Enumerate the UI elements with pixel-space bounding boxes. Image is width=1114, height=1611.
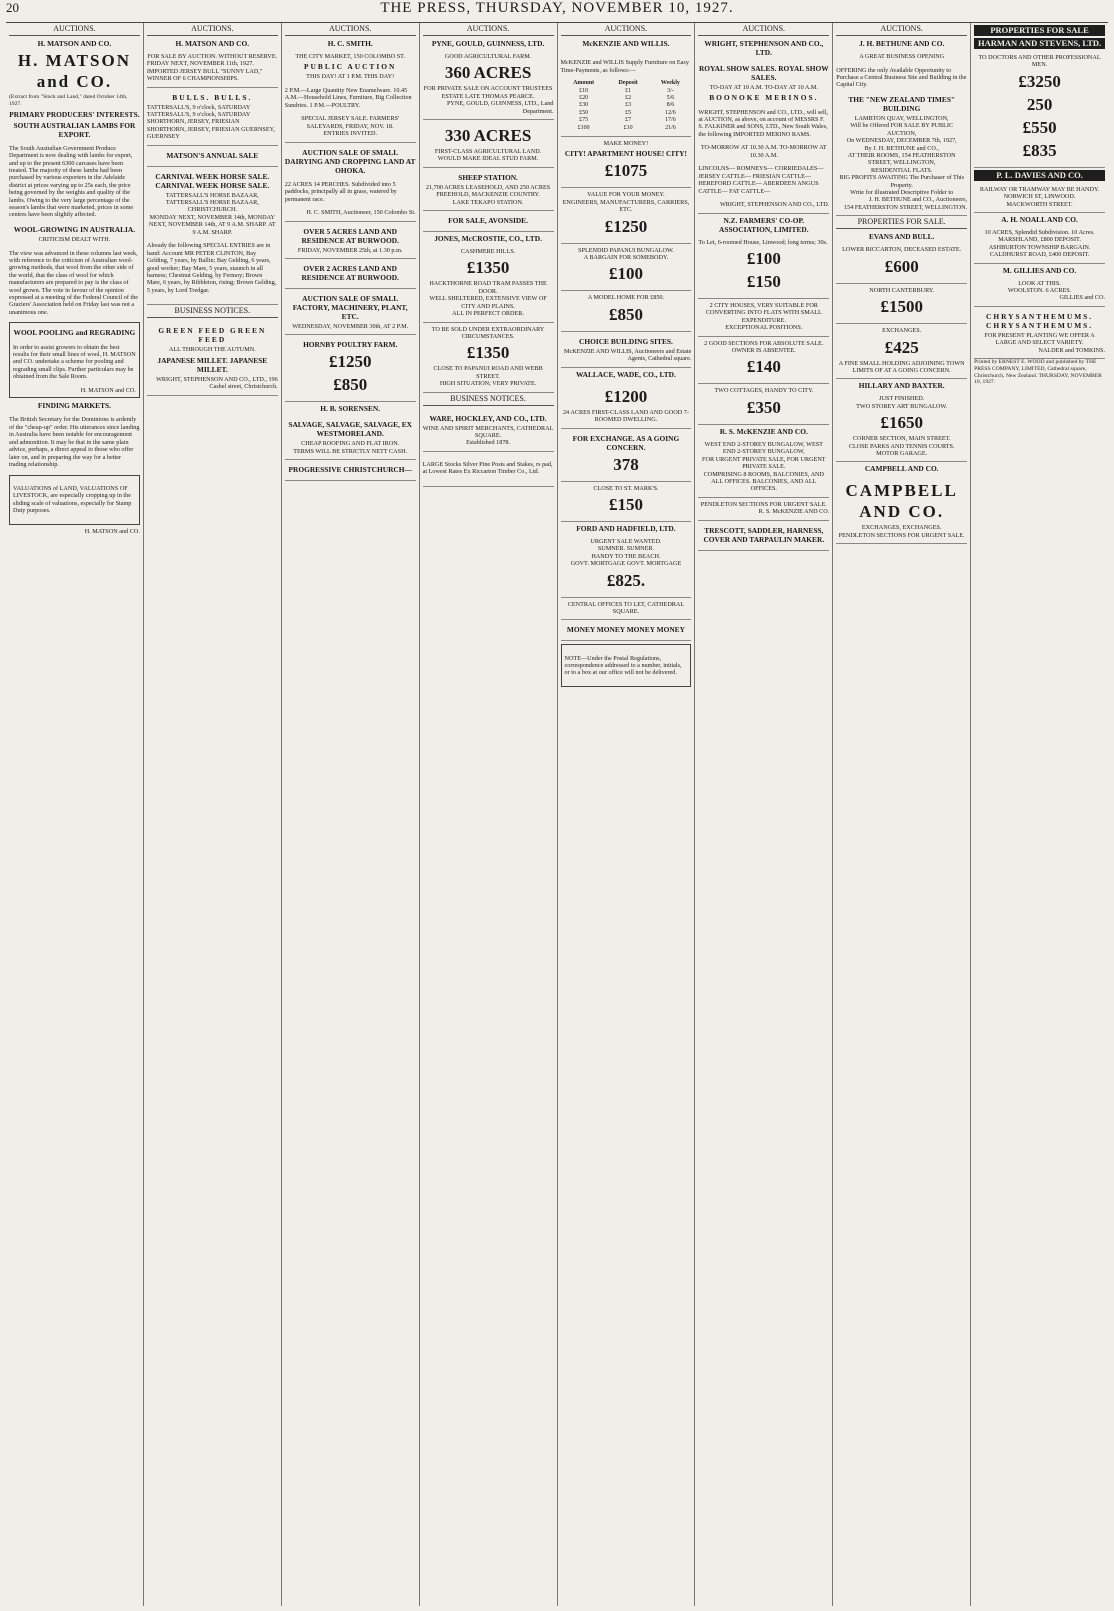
columns <box>6 23 1108 1606</box>
ad-heading: FOR SALE, AVONSIDE. <box>448 216 528 226</box>
ad-heading: PENDLETON SECTIONS FOR URGENT SALE. <box>838 531 965 539</box>
box-body: In order to assist growers to obtain the best results for their small lines of wool, H. MATSON and CO. undertake a scheme for pooling and regrading small clips. Further particulars may be obtained from the Sale Room. <box>13 343 136 381</box>
column-heading: AUCTIONS. <box>9 23 140 36</box>
ad-text: LARGE Stocks Silver Pine Posts and Stakes, rs pad, at Lowest Rates Ex Riccarton Timber Co., Ltd. <box>422 460 553 476</box>
ad-heading: CHOICE BUILDING SITES. <box>579 336 673 346</box>
column-heading: AUCTIONS. <box>561 23 692 36</box>
ad-heading: A GREAT BUSINESS OPENING <box>859 53 945 60</box>
ad-text: WOULD MAKE IDEAL STUD FARM. <box>437 155 539 163</box>
advertisement <box>147 50 278 88</box>
ad-text: 21,700 ACRES LEASEHOLD, AND 250 ACRES FREEHOLD, MACKENZIE COUNTRY. <box>425 183 551 199</box>
column-5 <box>558 23 696 1606</box>
advertisement <box>147 146 278 167</box>
ad-text: TERMS WILL BE STRICTLY NETT CASH. <box>293 447 408 455</box>
advertisement <box>836 243 967 283</box>
column-heading: AUCTIONS. <box>836 23 967 36</box>
ad-text: HACKTHORNE ROAD TRAM PASSES THE DOOR. <box>429 280 547 295</box>
firm-banner: CAMPBELL AND CO. <box>845 481 958 522</box>
column-3 <box>282 23 420 1606</box>
ad-text: ENGINEERS, MANUFACTURERS, CARRIERS, ETC. <box>562 198 690 214</box>
ad-heading: GOOD AGRICULTURAL FARM. <box>444 53 532 60</box>
firm-name: N.Z. FARMERS' CO-OP. ASSOCIATION, LIMITED. <box>719 215 809 234</box>
acreage: 360 ACRES <box>444 63 532 83</box>
advertisement <box>836 324 967 379</box>
article-body: The British Secretary for the Dominions is ardently of the "cheap-up" order. His utterances since landing in Australia have been notable for encouragement and admonition. It may be that in the same plain advice, perhaps, a direct appeal to those who offer later on, and in preparing the way for a better trading relationship. <box>9 416 140 468</box>
advertisement <box>423 245 554 322</box>
ad-text: LINCOLNS— ROMNEYS— CORRIEDALES— JERSEY CATTLE— FRIESIAN CATTLE— HEREFORD CATTLE— ABERDEEN ANGUS CATTLE— FAT CATTLE— <box>698 165 824 195</box>
ad-text: ALL IN PERFECT ORDER. <box>452 310 524 318</box>
table-row: £100 £10 21/6 <box>577 124 676 131</box>
firm-banner: H. MATSON and CO. <box>17 51 131 91</box>
ad-date: FRIDAY, NOVEMBER 25th, at 1.30 p.m. <box>297 246 403 254</box>
ad-text: CORNER SECTION, MAIN STREET. <box>852 435 951 443</box>
advertisement <box>974 183 1105 213</box>
ad-heading: EXCHANGES, EXCHANGES. <box>861 524 942 532</box>
ad-text: HANDY TO THE BEACH. <box>591 552 661 560</box>
price: £550 <box>1022 117 1057 137</box>
ad-heading: GREEN FEED GREEN FEED <box>158 326 267 345</box>
advertisement <box>561 620 692 641</box>
ad-text: Established 1878. <box>466 439 511 447</box>
ad-heading: 10 ACRES, Splendid Subdivision. 10 Acres. <box>984 229 1095 237</box>
advertisement <box>285 335 416 402</box>
price: £1200 <box>604 386 648 406</box>
ad-heading: PROGRESSIVE CHRISTCHURCH— <box>288 465 412 475</box>
ad-heading: HORNBY POULTRY FARM. <box>303 340 398 350</box>
firm-name: P. L. DAVIES AND CO. <box>974 170 1105 181</box>
ad-text: A BARGAIN FOR SOMEBODY. <box>583 254 669 262</box>
table-row: £50 £5 12/6 <box>579 109 676 116</box>
price: £140 <box>746 357 781 377</box>
column-4 <box>420 23 558 1606</box>
advertisement <box>285 415 416 460</box>
postal-note <box>561 644 692 687</box>
price: £1650 <box>880 413 923 433</box>
firm-name: McKENZIE AND WILLIS. <box>582 39 670 48</box>
ad-date: TO-MORROW AT 10.30 A.M. TO-MORROW AT 10.30 A.M. <box>700 144 827 159</box>
ad-heading: SPLENDID PAPANUI BUNGALOW. <box>578 246 674 254</box>
column-heading: AUCTIONS. <box>147 23 278 36</box>
section-heading: PROPERTIES FOR SALE. <box>836 216 967 229</box>
ad-heading: CASHMERE HILLS. <box>460 248 516 256</box>
ad-heading: TO DOCTORS AND OTHER PROFESSIONAL MEN. <box>978 54 1101 69</box>
firm-name: HILLARY AND BAXTER. <box>858 381 945 391</box>
advertisement <box>423 50 554 120</box>
ad-signoff: PYNE, GOULD, GUINNESS, LTD., Land Department. <box>446 100 554 115</box>
advertisement <box>423 452 554 487</box>
ad-date: On WEDNESDAY, DECEMBER 7th, 1927, <box>846 137 957 145</box>
price: £850 <box>333 375 368 395</box>
advertisement <box>285 222 416 259</box>
ad-heading: CALDHURST ROAD, £400 DEPOSIT. <box>989 251 1090 259</box>
acreage: 378 <box>613 454 639 474</box>
firm-name: EVANS AND BULL. <box>869 232 935 242</box>
ad-heading: 2 GOOD SECTIONS FOR ABSOLUTE SALE. <box>704 339 824 347</box>
ad-heading: NORWICH ST, LINWOOD. <box>1003 193 1076 201</box>
ad-text: To Let, 6-roomed House, Linwood; long terms; 30s. <box>698 238 828 246</box>
ad-text: Already the following SPECIAL ENTRIES are in hand: Account MR PETER CLINTON, Bay Gelding, 7 years, by Ballin; Bay Gelding, 6 years, good worker; Bay Mare, 5 years, staunch in all harness; Chestnut Gelding, by Fermoy; Brown Mare, 6 years, by Ribbleton, rising; Brown Gelding, 5 years, by Lord Tredgar. <box>146 242 277 294</box>
advertisement <box>561 137 692 188</box>
acreage: 250 <box>1026 94 1053 114</box>
ad-text: McKENZIE and WILLIS Supply Furniture on Easy Time-Payments, as follows:— <box>560 59 689 74</box>
imprint: Printed by ERNEST E. WOOD and published by THE PRESS COMPANY, LIMITED, Cathedral square, Christchurch, New Zealand. THURSDAY, NOVEMBER 10, 1927. <box>974 359 1102 386</box>
advertisement <box>698 236 829 299</box>
table-header: Deposit <box>618 80 638 87</box>
section-heading: BUSINESS NOTICES. <box>423 393 554 406</box>
ad-text: 2 P.M.—Large Quantity New Enamelware. 10.45 A.M.—Household Lines, Furniture, Big Collection Sundries. 1 P.M.—POULTRY. <box>284 87 412 109</box>
ad-heading: WEST END 2-STOREY BUNGALOW, WEST END 2-STOREY BUNGALOW, <box>704 440 823 456</box>
ad-text: SHORTHORN, JERSEY, FRIESIAN SHORTHORN, JERSEY, FRIESIAN GUERNSEY, GUERNSEY <box>146 118 275 141</box>
ad-heading: WOOLSTON. 6 ACRES. <box>1007 287 1072 295</box>
advertisement <box>836 284 967 324</box>
column-6 <box>695 23 833 1606</box>
ad-heading: LOWER RICCARTON, DECEASED ESTATE. <box>842 246 962 254</box>
firm-name: HARMAN AND STEVENS, LTD. <box>974 38 1105 49</box>
firm-name: H. B. SORENSEN. <box>320 404 381 414</box>
ad-heading: TWO STOREY ART BUNGALOW. <box>856 402 948 410</box>
advertisement <box>974 226 1105 264</box>
ad-signoff: WRIGHT, STEPHENSON AND CO., LTD., 196 Cashel street, Christchurch. <box>156 375 278 391</box>
ad-heading: MAKE MONEY! <box>603 140 649 148</box>
ad-heading: PENDLETON SECTIONS FOR URGENT SALE. <box>700 500 827 508</box>
advertisement <box>561 188 692 243</box>
price: £1250 <box>604 216 648 236</box>
section-heading: BUSINESS NOTICES. <box>147 305 278 318</box>
price: £150 <box>608 494 643 514</box>
ad-text: CHEAP ROOFING AND FLAT IRON. <box>301 440 400 448</box>
firm-name: A. H. NOALL AND CO. <box>1001 215 1078 225</box>
advertisement <box>423 120 554 168</box>
ad-text: TATTERSALL'S, 9 o'clock, SATURDAY TATTERSALL'S, 9 o'clock, SATURDAY <box>146 103 251 119</box>
advertisement <box>698 59 829 214</box>
ad-heading: MOTOR GARAGE. <box>876 449 928 457</box>
ad-text: WELL SHELTERED, EXTENSIVE VIEW OF CITY AND PLAINS. <box>429 295 547 310</box>
ad-text: OWNER IS ABSENTEE. <box>731 347 796 355</box>
advertisement <box>423 409 554 452</box>
ad-heading: EXCHANGES. <box>882 327 922 335</box>
ad-heading: ROYAL SHOW SALES. ROYAL SHOW SALES. <box>698 64 829 82</box>
advertisement <box>561 291 692 331</box>
ad-date: TO-DAY AT 10 A.M. TO-DAY AT 10 A.M. <box>709 84 818 91</box>
ad-text: WRIGHT, STEPHENSON and CO., LTD., will sell, at AUCTION, as above, on account of MESSRS F. S. FALKINER and SONS, LTD., New South Wales, the following IMPORTED MERINO RAMS. <box>698 108 828 138</box>
ad-text: ENTRIES INVITED. <box>323 130 377 138</box>
article-title: WOOL-GROWING IN AUSTRALIA. <box>13 225 136 235</box>
firm-name: PYNE, GOULD, GUINNESS, LTD. <box>431 39 545 48</box>
ad-signoff: R. S. McKENZIE AND CO. <box>758 508 830 516</box>
ad-heading: FOR URGENT PRIVATE SALE, FOR URGENT PRIVATE SALE. <box>702 455 826 471</box>
firm-name: H. MATSON AND CO. <box>37 39 112 48</box>
ad-date: FRIDAY NEXT, NOVEMBER 11th, 1927. <box>146 60 254 68</box>
page-title: THE PRESS, THURSDAY, NOVEMBER 10, 1927. <box>380 0 734 16</box>
ad-text: BIG PROFITS AWAITING The Purchaser of This Property. <box>839 174 965 189</box>
ad-text: GOVT. MORTGAGE GOVT. MORTGAGE <box>570 560 682 568</box>
ad-text: A FINE SMALL HOLDING ADJOINING TOWN LIMITS OF AT A GOING CONCERN. <box>838 359 965 374</box>
ad-text: ALL THROUGH THE AUTUMN. <box>168 346 256 354</box>
ad-heading: TWO COTTAGES, HANDY TO CITY. <box>714 387 814 395</box>
price: £1500 <box>880 297 923 317</box>
advertisement <box>285 143 416 222</box>
extract-note: (Extract from "Stock and Land," dated October 14th, 1927. <box>9 94 128 107</box>
ad-signoff: NALDER and TOMKINS. <box>1038 346 1105 354</box>
ad-text: IMPORTED JERSEY BULL "SUNNY LAD," WINNER OF 6 CHAMPIONSHIPS. <box>146 67 263 83</box>
ad-heading: CHRYSANTHEMUMS. CHRYSANTHEMUMS. <box>985 311 1094 330</box>
ad-heading: CARNIVAL WEEK HORSE SALE. CARNIVAL WEEK HORSE SALE. <box>155 171 270 190</box>
price: £3250 <box>1018 71 1061 91</box>
ad-heading: CENTRAL OFFICES TO LET, CATHEDRAL SQUARE. <box>567 600 685 615</box>
masthead <box>6 0 1108 23</box>
ad-text: LAKE TEKAPO STATION. <box>452 198 524 206</box>
box-body: VALUATIONS of LAND, VALUATIONS OF LIVESTOCK, are especially cropping up in the sliding scale of valuations, especially for Stamp Duty purposes. <box>13 484 132 514</box>
advertisement <box>836 50 967 216</box>
price: £600 <box>884 256 919 276</box>
box-signoff: H. MATSON and CO. <box>80 386 136 394</box>
price: £1350 <box>466 343 510 363</box>
ad-heading: OVER 2 ACRES LAND AND RESIDENCE AT BURWOOD. <box>301 264 399 283</box>
advertisement <box>698 438 829 498</box>
ad-heading: AUCTION SALE OF SMALL FACTORY, MACHINERY, PLANT, ETC. <box>292 294 408 322</box>
price: £425 <box>884 337 919 357</box>
article-body: The view was advanced in these columns last week, with reference to the criticism of Australian wool-growing methods, that wool from the other side of the world, that the class of wool for which manufacturers are prepared to pay is the class of wool grown. The vote in favour of the opinion expressed at a meeting of the Federal Council of the Graziers' Association held on Friday last was not a unanimous one. <box>9 249 139 316</box>
ad-heading: BULLS. BULLS. <box>172 92 253 102</box>
advertisement <box>974 51 1105 168</box>
article-title: SOUTH AUSTRALIAN LAMBS FOR EXPORT. <box>13 120 136 139</box>
ad-signoff: GILLIES and CO. <box>1059 294 1105 302</box>
ad-heading: JUST FINISHED. <box>879 395 925 403</box>
article-body: The South Australian Government Produce Department is now dealing with lambs for export, and up to the present 6300 carcases have been treated. The majority of these lambs had been purchased by various exporters in the Adelaide district at prices varying up to 25s each, the price being governed by the weights and quality of the lambs. Owing to the very large percentage of the season's lambs that were marketed, prices in some centres have been slightly affected. <box>9 144 134 219</box>
advertisement <box>561 244 692 292</box>
ad-text: FOR PRIVATE SALE ON ACCOUNT TRUSTEES ESTATE LATE THOMAS PEARCE. <box>423 85 553 100</box>
ad-heading: CITY! APARTMENT HOUSE! CITY! <box>564 149 687 159</box>
wool-pooling-box <box>9 322 140 398</box>
table-row: £20 £2 5/6 <box>579 95 675 101</box>
ad-heading: EXCEPTIONAL POSITIONS. <box>725 324 803 332</box>
advertisement <box>147 321 278 395</box>
advertisement <box>147 167 278 306</box>
ad-heading: AUCTION SALE OF SMALL DAIRYING AND CROPPING LAND AT OHOKA. <box>284 147 416 175</box>
ad-heading: TO BE SOLD UNDER EXTRAORDINARY CIRCUMSTANCES. <box>431 325 545 340</box>
ad-heading: VALUE FOR YOUR MONEY. <box>587 191 665 199</box>
advertisement <box>698 299 829 337</box>
advertisement <box>561 482 692 522</box>
advertisement <box>285 50 416 143</box>
ad-heading: BOONOKE MERINOS. <box>709 93 819 103</box>
table-row: £30 £3 8/6 <box>579 102 675 109</box>
price: £150 <box>746 272 781 292</box>
valuations-box <box>9 475 140 525</box>
price: £850 <box>608 304 643 324</box>
price: £1250 <box>328 352 372 372</box>
ad-heading: PUBLIC AUCTION <box>304 62 397 72</box>
advertisement <box>561 598 692 621</box>
table-row: £75 £7 17/6 <box>579 117 676 124</box>
ad-text: OFFERING the only Available Opportunity to Purchase a Central Business Site and Building in the Capital City. <box>836 66 967 89</box>
ad-text: LAMBTON QUAY, WELLINGTON, <box>854 115 949 122</box>
advertisement <box>423 323 554 393</box>
firm-name: JONES, McCROSTIE, CO., LTD. <box>434 234 542 244</box>
column-1 <box>6 23 144 1606</box>
advertisement <box>561 332 692 368</box>
firm-name: M. GILLIES AND CO. <box>1002 265 1077 275</box>
ad-heading: CLOSE TO ST. MARK'S. <box>593 484 659 492</box>
price: £350 <box>746 397 781 417</box>
ad-heading: 2 CITY HOUSES, VERY SUITABLE FOR CONVERTING INTO FLATS WITH SMALL EXPENDITURE. <box>705 302 822 324</box>
ad-text: CLOSE TO PAPANUI ROAD AND WEBB STREET. <box>433 365 543 380</box>
ad-heading: MARSHLAND, £800 DEPOSIT. <box>998 236 1081 244</box>
ad-heading: FOR SALE BY AUCTION. WITHOUT RESERVE. <box>147 53 278 60</box>
ad-heading: RESIDENTIAL FLATS. <box>871 166 933 174</box>
ad-text: By J. H. BETHUNE and CO., <box>864 144 939 152</box>
advertisement <box>561 535 692 598</box>
ad-heading: FOR EXCHANGE. AS A GOING CONCERN. <box>572 433 680 452</box>
advertisement <box>698 337 829 385</box>
firm-name: R. S. McKENZIE AND CO. <box>719 426 808 436</box>
column-heading: AUCTIONS. <box>698 23 829 36</box>
price: £835 <box>1022 140 1057 160</box>
acreage: 330 ACRES <box>444 126 532 146</box>
advertisement <box>423 168 554 211</box>
price: £1075 <box>604 161 648 181</box>
price: £100 <box>746 249 781 269</box>
ad-text: CLOSE PARKS AND TENNIS COURTS. <box>848 442 955 450</box>
ad-date: THIS DAY! AT 1 P.M. THIS DAY! <box>306 73 395 81</box>
table-header: Amount <box>573 80 595 87</box>
sub-heading: PRIMARY PRODUCERS' INTERESTS. <box>9 109 140 119</box>
ad-signoff: McKENZIE AND WILLIS, Auctioneers and Estate Agents, Cathedral square. <box>563 347 692 363</box>
firm-name: WRIGHT, STEPHENSON AND CO., LTD. <box>704 39 824 57</box>
table-row: £10 £1 3/- <box>579 87 674 94</box>
ad-signoff: J. H. BETHUNE and CO., Auctioneers, <box>868 196 968 204</box>
column-7 <box>833 23 971 1606</box>
ad-date: MONDAY NEXT, NOVEMBER 14th, MONDAY NEXT, NOVEMBER 14th, AT 9 A.M. SHARP. AT 9 A.M. SHARP. <box>149 213 276 236</box>
ad-text: 22 ACRES 14 PERCHES. Subdivided into 5 paddocks, principally all in grass, watered by permanent race. <box>284 180 397 203</box>
advertisement <box>561 381 692 429</box>
note-text: NOTE—Under the Postal Regulations, correspondence addressed to a number, initials, or to a box at our office will not be delivered. <box>564 654 682 677</box>
ad-heading: FIRST-CLASS AGRICULTURAL LAND. <box>434 148 542 156</box>
column-heading: PROPERTIES FOR SALE <box>974 25 1105 36</box>
advertisement <box>836 392 967 462</box>
advertisement <box>423 211 554 232</box>
ad-heading: SPECIAL JERSEY SALE. FARMERS' SALEYARDS, FRIDAY, NOV. 18. <box>301 115 400 130</box>
ad-text: HIGH SITUATION; VERY PRIVATE. <box>439 380 537 388</box>
price: £100 <box>608 264 643 284</box>
column-signoff: H. MATSON and CO. <box>84 527 140 535</box>
ad-date: WEDNESDAY, NOVEMBER 30th, AT 2 P.M. <box>292 323 409 331</box>
advertisement <box>698 521 829 551</box>
advertisement <box>974 277 1105 307</box>
ad-heading: MONEY MONEY MONEY MONEY <box>566 625 685 635</box>
ad-heading: URGENT SALE WANTED. <box>590 537 662 545</box>
price: £1350 <box>466 258 510 278</box>
ad-text: Will be Offered FOR SALE BY PUBLIC AUCTION, <box>850 122 954 137</box>
firm-name: J. H. BETHUNE AND CO. <box>859 39 945 48</box>
ad-text: AT THEIR ROOMS, 154 FEATHERSTON STREET, WELLINGTON, <box>847 152 956 167</box>
page-number: 20 <box>6 0 19 15</box>
ad-heading: OVER 5 ACRES LAND AND RESIDENCE AT BURWOOD. <box>301 226 399 245</box>
advertisement <box>285 259 416 289</box>
advertisement <box>561 429 692 482</box>
column-heading: AUCTIONS. <box>285 23 416 36</box>
ad-heading: TRESCOTT, SADDLER, HARNESS, COVER AND TARPAULIN MAKER. <box>703 525 825 544</box>
advertisement <box>974 307 1105 359</box>
ad-heading: NORTH CANTERBURY. <box>869 286 935 294</box>
firm-name: H. MATSON AND CO. <box>175 39 250 48</box>
ad-heading: SHEEP STATION. <box>458 172 518 182</box>
ad-heading: WARE, HOCKLEY, AND CO., LTD. <box>429 413 547 423</box>
advertisement <box>698 384 829 424</box>
ad-text: FOR PRESENT PLANTING WE OFFER A LARGE AND SELECT VARIETY. <box>984 331 1095 347</box>
advertisement <box>285 289 416 335</box>
ad-heading: SALVAGE, SALVAGE, SALVAGE, EX WESTMORELAND. <box>288 420 413 439</box>
ad-heading: RAILWAY OR TRAMWAY MAY BE HANDY. <box>979 185 1100 193</box>
ad-address: 154 FEATHERSTON STREET, WELLINGTON. <box>844 203 968 211</box>
ad-text: Write for illustrated Descriptive Folder to <box>850 189 954 197</box>
firm-name: CAMPBELL AND CO. <box>864 464 939 474</box>
column-8 <box>971 23 1108 1606</box>
advertisement <box>285 460 416 481</box>
advertisement <box>836 475 967 544</box>
advertisement <box>147 88 278 146</box>
box-title: WOOL POOLING and REGRADING <box>13 328 136 338</box>
price: £825. <box>606 570 646 590</box>
payment-table <box>561 80 692 132</box>
column-2 <box>144 23 282 1606</box>
article-title: FINDING MARKETS. <box>37 401 111 411</box>
ad-signoff: WRIGHT, STEPHENSON AND CO., LTD. <box>719 201 830 209</box>
ad-signoff: H. C. SMITH, Auctioneer, 150 Colombo St. <box>306 209 416 217</box>
advertisement <box>698 498 829 521</box>
ad-heading: COMPRISING 8 ROOMS, BALCONIES, AND ALL OFFICES. BALCONIES, AND ALL OFFICES. <box>703 470 824 493</box>
ad-heading: JAPANESE MILLET. JAPANESE MILLET. <box>157 355 268 374</box>
ad-heading: LOOK AT THIS. <box>1018 279 1061 287</box>
column-heading: AUCTIONS. <box>423 23 554 36</box>
ad-heading: MATSON'S ANNUAL SALE <box>166 150 259 160</box>
ad-heading: SUMNER. SUMNER. <box>597 545 655 553</box>
firm-name: WALLACE, WADE, CO., LTD. <box>576 369 676 379</box>
firm-name: FORD AND HADFIELD, LTD. <box>576 523 676 533</box>
ad-text: WINE AND SPIRIT MERCHANTS, CATHEDRAL SQUARE. <box>422 424 554 439</box>
advertisement <box>561 50 692 137</box>
ad-text: TATTERSALL'S HORSE BAZAAR, TATTERSALL'S HORSE BAZAAR, CHRISTCHURCH. <box>165 191 259 214</box>
ad-heading: ASHBURTON TOWNSHIP BARGAIN. <box>988 243 1091 251</box>
firm-name: H. C. SMITH. <box>327 39 373 48</box>
ad-text: 24 ACRES FIRST-CLASS LAND AND GOOD 7-ROOMED DWELLING. <box>562 408 689 424</box>
ad-heading: A MODEL HOME FOR £850. <box>587 294 665 302</box>
table-header: Weekly <box>660 80 680 87</box>
ad-heading: MACKWORTH STREET. <box>1006 200 1073 208</box>
article-subtitle: CRITICISM DEALT WITH. <box>38 236 111 244</box>
ad-heading: THE "NEW ZEALAND TIMES" BUILDING <box>848 95 956 113</box>
ad-text: THE CITY MARKET, 150 COLOMBO ST. <box>295 53 406 60</box>
